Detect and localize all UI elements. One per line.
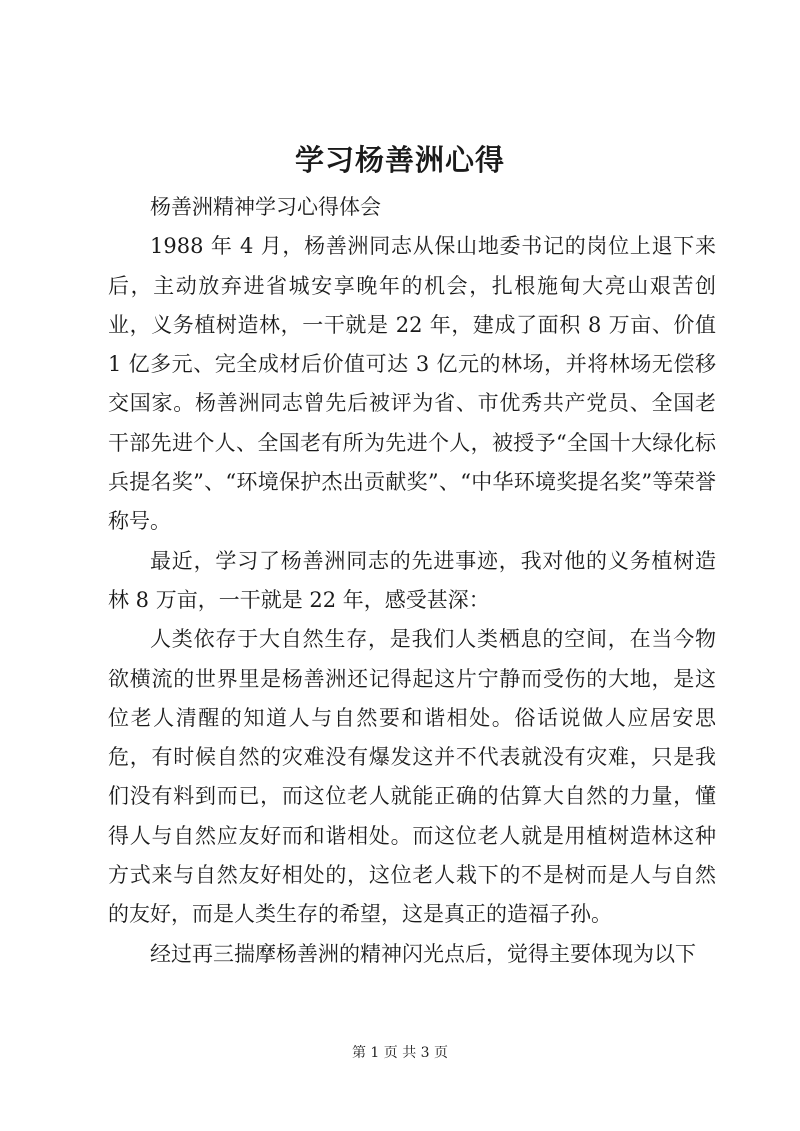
page-title: 学习杨善洲心得 [294, 143, 505, 177]
document-body [108, 188, 716, 974]
body-paragraph: 最近，学习了杨善洲同志的先进事迹，我对他的义务植树造林 8 万亩，一干就是 22 年，感受甚深： [108, 548, 716, 612]
body-paragraph: 人类依存于大自然生存，是我们人类栖息的空间，在当今物欲横流的世界里是杨善洲还记得起这片宁静而受伤的大地，是这位老人清醒的知道人与自然要和谐相处。俗话说做人应居安思危，有时候自然的灾难没有爆发这并不代表就没有灾难，只是我们没有料到而已，而这位老人就能正确的估算大自然的力量，懂得人与自然应友好而和谐相处。而这位老人就是用植树造林这种方式来与自然友好相处的，这位老人栽下的不是树而是人与自然的友好，而是人类生存的希望，这是真正的造福子孙。 [108, 627, 716, 927]
page-footer: 第 1 页 共 3 页 [351, 1045, 449, 1061]
subtitle-paragraph: 杨善洲精神学习心得体会 [150, 195, 381, 219]
body-paragraph: 经过再三揣摩杨善洲的精神闪光点后，觉得主要体现为以下 [150, 941, 696, 966]
body-paragraph: 1988 年 4 月，杨善洲同志从保山地委书记的岗位上退下来后，主动放弃进省城安享晚年的机会，扎根施甸大亮山艰苦创业，义务植树造林，一干就是 22 年，建成了面积 8 万亩、价值 1 亿多元、完全成材后价值可达 3 亿元的林场，并将林场无偿移交国家。杨善洲同志曾先后被评为省、市优秀共产党员、全国老干部先进个人、全国老有所为先进个人，被授予“全国十大绿化标兵提名奖”、“环境保护杰出贡献奖”、“中华环境奖提名奖”等荣誉称号。 [108, 234, 716, 534]
